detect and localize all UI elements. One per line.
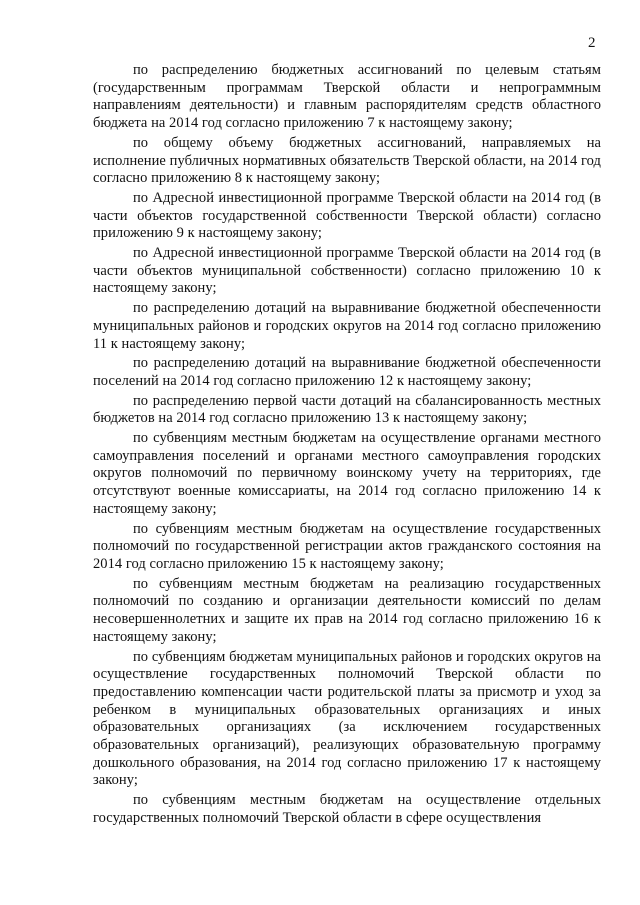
paragraph: по Адресной инвестиционной программе Тверской области на 2014 год (в части объектов государственной собственности Тверской области) согласно приложению 9 к настоящему закону;	[93, 189, 601, 242]
paragraph: по субвенциям бюджетам муниципальных районов и городских округов на осуществление государственных полномочий Тверской области по предоставлению компенсации части родительской платы за присмотр и уход за ребенком в муниципальных образовательных организациях и иных образовательных организациях (за исключением государственных образовательных организаций), реализующих образовательную программу дошкольного образования, на 2014 год согласно приложению 17 к настоящему закону;	[93, 648, 601, 789]
paragraph: по распределению дотаций на выравнивание бюджетной обеспеченности поселений на 2014 год согласно приложению 12 к настоящему закону;	[93, 355, 601, 389]
paragraph: по распределению дотаций на выравнивание бюджетной обеспеченности муниципальных районов и городских округов на 2014 год согласно приложению 11 к настоящему закону;	[93, 300, 601, 352]
paragraph: по общему объему бюджетных ассигнований, направляемых на исполнение публичных нормативных обязательств Тверской области, на 2014 год согласно приложению 8 к настоящему закону;	[93, 134, 601, 187]
document-body	[93, 62, 601, 830]
paragraph: по субвенциям местным бюджетам на осуществление органами местного самоуправления поселений и органами местного самоуправления городских округов полномочий по первичному воинскому учету на территориях, где отсутствуют военные комиссариаты, на 2014 год согласно приложению 14 к настоящему закону;	[93, 430, 601, 517]
page-number: 2	[588, 35, 596, 51]
paragraph: по субвенциям местным бюджетам на реализацию государственных полномочий по созданию и организации деятельности комиссий по делам несовершеннолетних и защите их прав на 2014 год согласно приложению 16 к настоящему закону;	[93, 575, 601, 645]
paragraph: по Адресной инвестиционной программе Тверской области на 2014 год (в части объектов муниципальной собственности) согласно приложению 10 к настоящему закону;	[93, 245, 601, 297]
paragraph: по распределению бюджетных ассигнований по целевым статьям (государственным программам Тверской области и непрограммным направлениям деятельности) и главным распорядителям средств областного бюджета на 2014 год согласно приложению 7 к настоящему закону;	[93, 62, 601, 132]
paragraph: по субвенциям местным бюджетам на осуществление отдельных государственных полномочий Тверской области в сфере осуществления	[93, 792, 601, 826]
paragraph: по субвенциям местным бюджетам на осуществление государственных полномочий по государственной регистрации актов гражданского состояния на 2014 год согласно приложению 15 к настоящему закону;	[93, 520, 601, 572]
paragraph: по распределению первой части дотаций на сбалансированность местных бюджетов на 2014 год согласно приложению 13 к настоящему закону;	[93, 392, 601, 427]
